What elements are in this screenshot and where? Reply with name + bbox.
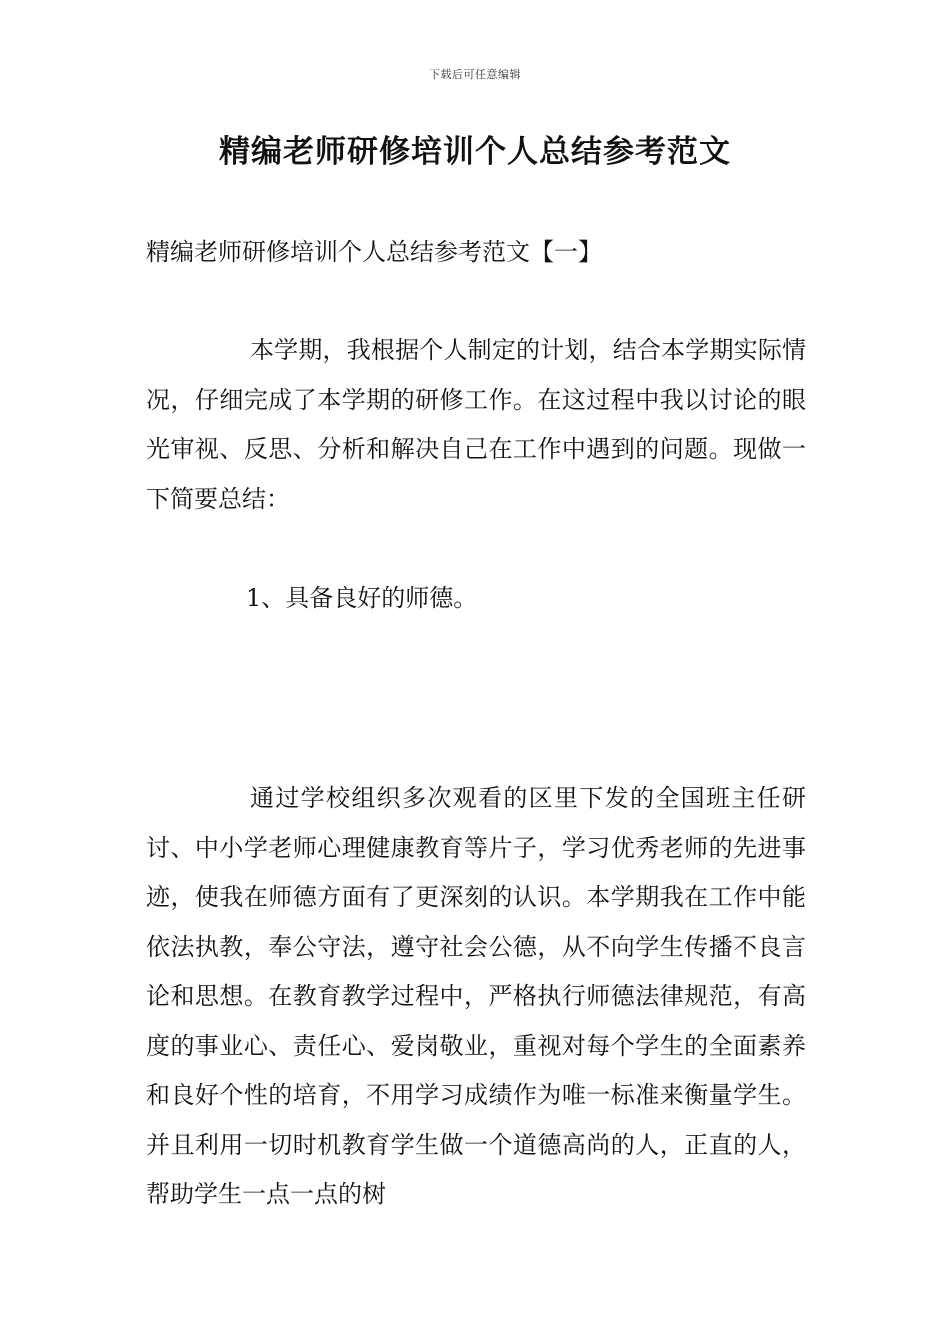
section-heading: 精编老师研修培训个人总结参考范文【一】 xyxy=(146,238,602,266)
document-title: 精编老师研修培训个人总结参考范文 xyxy=(219,134,731,170)
intro-paragraph: 本学期，我根据个人制定的计划，结合本学期实际情况，仔细完成了本学期的研修工作。在这过程中我以讨论的眼光审视、反思、分析和解决自己在工作中遇到的问题。现做一下简要总结： xyxy=(146,336,806,513)
numbered-item-1: 1、具备良好的师德。 xyxy=(246,584,478,612)
ethics-paragraph: 通过学校组织多次观看的区里下发的全国班主任研讨、中小学老师心理健康教育等片子，学习优秀老师的先进事迹，使我在师德方面有了更深刻的认识。本学期我在工作中能依法执教，奉公守法，遵守社会公德，从不向学生传播不良言论和思想。在教育教学过程中，严格执行师德法律规范，有高度的事业心、责任心、爱岗敬业，重视对每个学生的全面素养和良好个性的培育，不用学习成绩作为唯一标准来衡量学生。并且利用一切时机教育学生做一个道德高尚的人，正直的人，帮助学生一点一点的树 xyxy=(146,784,806,1208)
header-note: 下载后可任意编辑 xyxy=(429,68,521,81)
